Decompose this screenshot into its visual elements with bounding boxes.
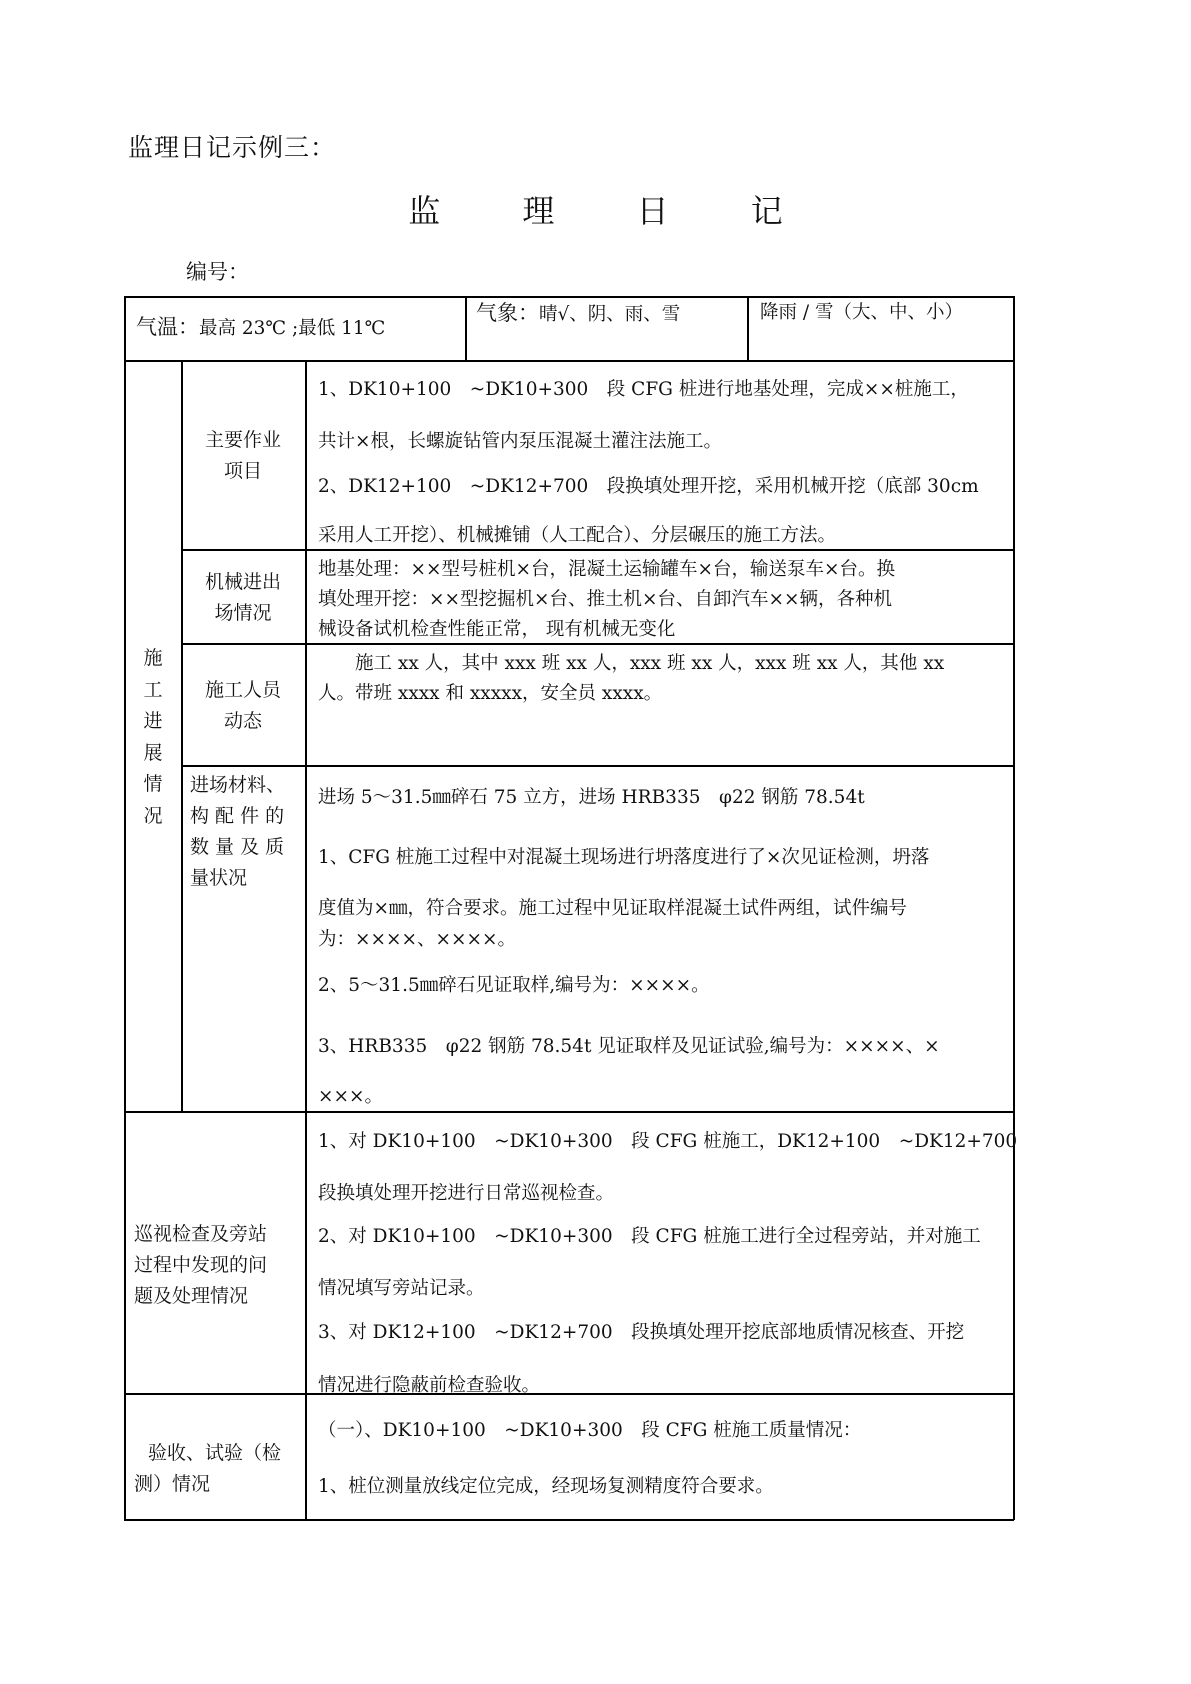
- inspection-line-6: 情况进行隐蔽前检查验收。: [318, 1375, 541, 1396]
- personnel-line-1: 施工 xx 人，其中 xxx 班 xx 人，xxx 班 xx 人，xxx 班 xx 人，其他 xx: [318, 653, 945, 674]
- acceptance-label: 验收、试验（检 测）情况: [134, 1442, 282, 1495]
- materials-line-2: 1、CFG 桩施工过程中对混凝土现场进行坍落度进行了×次见证检测，坍落: [318, 847, 930, 868]
- row-label-materials: 进场材料、 构 配 件 的 数 量 及 质 量状况: [190, 774, 286, 889]
- precipitation-cell: 降雨 / 雪（大、中、小）: [760, 302, 963, 323]
- materials-line-6: 3、HRB335 φ22 钢筋 78.54t 见证取样及见证试验,编号为：××××、×: [318, 1036, 940, 1057]
- materials-line-4: 为：××××、××××。: [318, 929, 517, 950]
- row-label-personnel: 施工人员 动态: [204, 679, 281, 732]
- inspection-label: 巡视检查及旁站 过程中发现的问 题及处理情况: [134, 1223, 268, 1307]
- inspection-line-2: 段换填处理开挖进行日常巡视检查。: [318, 1183, 615, 1204]
- temperature-cell: [136, 314, 385, 342]
- row-label-machinery: 机械进出 场情况: [204, 571, 281, 624]
- inspection-line-1: 1、对 DK10+100 ~DK10+300 段 CFG 桩施工，DK12+100 ~DK12+700: [318, 1131, 1018, 1152]
- temperature-label: 气温：: [136, 315, 199, 339]
- weather-label: 气象：: [476, 301, 539, 325]
- weather-value: 晴√、阴、雨、雪: [539, 304, 681, 325]
- materials-line-3: 度值为×㎜，符合要求。施工过程中见证取样混凝土试件两组，试件编号: [318, 898, 908, 919]
- main-work-line-1: 1、DK10+100 ~DK10+300 段 CFG 桩进行地基处理，完成××桩施工，: [318, 379, 969, 400]
- materials-line-7: ×××。: [318, 1086, 384, 1107]
- main-work-line-4: 采用人工开挖）、机械摊铺（人工配合）、分层碾压的施工方法。: [318, 525, 837, 546]
- machinery-line-3: 械设备试机检查性能正常， 现有机械无变化: [318, 619, 676, 640]
- materials-line-5: 2、5～31.5㎜碎石见证取样,编号为：××××。: [318, 975, 710, 996]
- inspection-line-4: 情况填写旁站记录。: [318, 1278, 485, 1299]
- progress-section-label: 施 工 进 展 情 况: [143, 647, 163, 827]
- serial-number-label: 编号：: [186, 260, 249, 284]
- temperature-value: 最高 23℃ ;最低 11℃: [199, 318, 386, 339]
- personnel-line-2: 人。带班 xxxx 和 xxxxx，安全员 xxxx。: [318, 683, 663, 704]
- acceptance-line-1: （一）、DK10+100 ~DK10+300 段 CFG 桩施工质量情况：: [318, 1420, 862, 1441]
- inspection-line-3: 2、对 DK10+100 ~DK10+300 段 CFG 桩施工进行全过程旁站，并对施工: [318, 1226, 981, 1247]
- inspection-line-5: 3、对 DK12+100 ~DK12+700 段换填处理开挖底部地质情况核查、开挖: [318, 1322, 965, 1343]
- acceptance-line-2: 1、桩位测量放线定位完成，经现场复测精度符合要求。: [318, 1476, 774, 1497]
- page-heading: 监理日记示例三：: [128, 133, 337, 162]
- main-work-line-3: 2、DK12+100 ~DK12+700 段换填处理开挖，采用机械开挖（底部 30cm: [318, 476, 979, 497]
- materials-line-1: 进场 5～31.5㎜碎石 75 立方，进场 HRB335 φ22 钢筋 78.54t: [318, 787, 865, 808]
- main-work-line-2: 共计×根，长螺旋钻管内泵压混凝土灌注法施工。: [318, 431, 723, 452]
- weather-cell: [476, 300, 680, 328]
- row-label-main-work: 主要作业 项目: [204, 429, 281, 482]
- document-title: 监 理 日 记: [408, 192, 819, 230]
- machinery-line-1: 地基处理：××型号桩机×台，混凝土运输罐车×台，输送泵车×台。换: [318, 559, 896, 580]
- machinery-line-2: 填处理开挖：××型挖掘机×台、推土机×台、自卸汽车××辆，各种机: [318, 589, 893, 610]
